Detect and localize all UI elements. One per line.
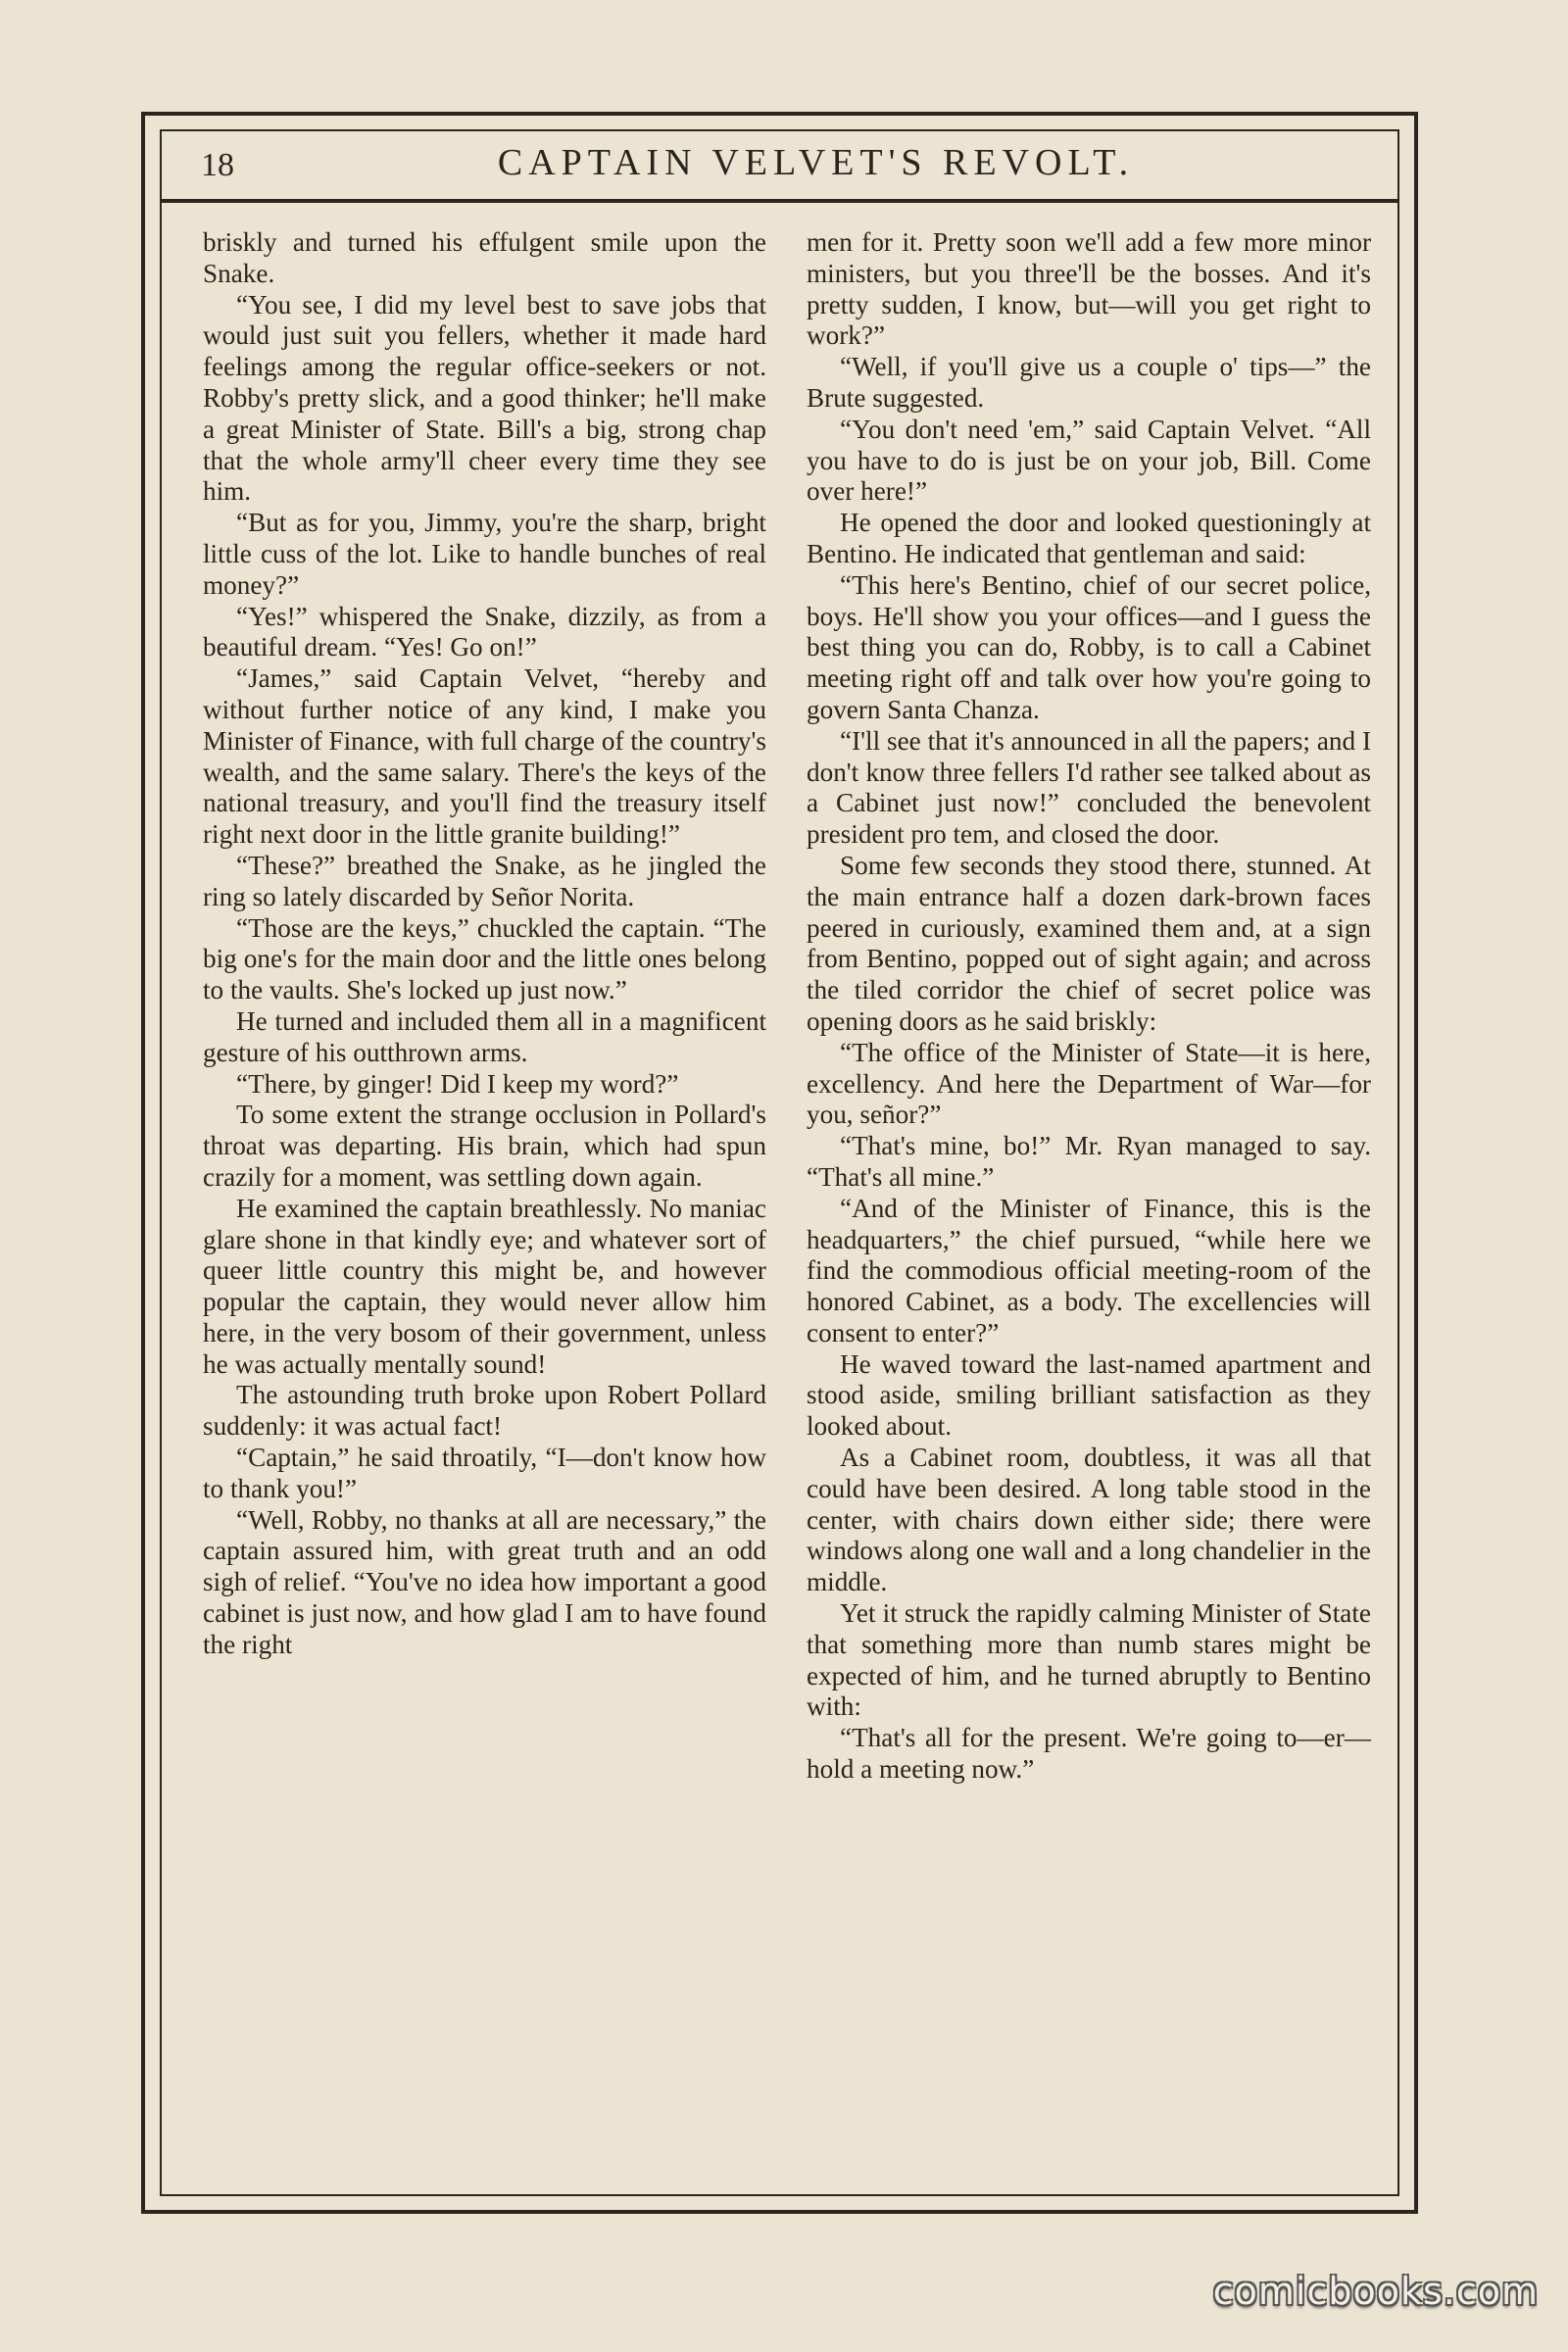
paragraph: He turned and included them all in a magnificent gesture of his outthrown arms. bbox=[203, 1005, 766, 1067]
paragraph: “And of the Minister of Finance, this is the headquarters,” the chief pursued, “while here we find the commodious official meeting-room of the honored Cabinet, as a body. The excellencies will consent to enter?” bbox=[807, 1193, 1371, 1348]
paragraph: “Captain,” he said throatily, “I—don't know how to thank you!” bbox=[203, 1443, 766, 1503]
paragraph: “Well, Robby, no thanks at all are necessary,” the captain assured him, with great truth and an odd sigh of relief. “You've no idea how important a good cabinet is just now, and how glad I am to have found the right bbox=[203, 1504, 766, 1659]
paragraph: He opened the door and looked questioningly at Bentino. He indicated that gentleman and said: bbox=[807, 508, 1371, 568]
paragraph: “This here's Bentino, chief of our secret police, boys. He'll show you your offices—and I guess the best thing you can do, Robby, is to call a Cabinet meeting right off and talk over how you're going to govern Santa Chanza. bbox=[807, 569, 1371, 724]
paragraph: “There, by ginger! Did I keep my word?” bbox=[236, 1068, 679, 1099]
header-rule bbox=[160, 199, 1399, 203]
running-title: CAPTAIN VELVET'S REVOLT. bbox=[497, 142, 1135, 183]
page-header bbox=[201, 137, 1372, 198]
paragraph: “The office of the Minister of State—it is here, excellency. And here the Department of War—for you, señor?” bbox=[807, 1037, 1371, 1130]
paragraph: Some few seconds they stood there, stunned. At the main entrance half a dozen dark-brown faces peered in curiously, examined them and, at a sign from Bentino, popped out of sight again; and across the tiled corridor the chief of secret police was opening doors as he said briskly: bbox=[807, 850, 1371, 1036]
paragraph: “Well, if you'll give us a couple o' tips—” the Brute suggested. bbox=[807, 352, 1371, 413]
paragraph: “That's all for the present. We're going to—er—hold a meeting now.” bbox=[807, 1723, 1371, 1785]
right-column bbox=[807, 227, 1371, 1786]
paragraph: “I'll see that it's announced in all the papers; and I don't know three fellers I'd rather see talked about as a Cabinet just now!” concluded the benevolent president pro tem, and closed the door. bbox=[807, 725, 1371, 850]
paragraph: “James,” said Captain Velvet, “hereby and without further notice of any kind, I make you Minister of Finance, with full charge of the country's wealth, and the same salary. There's the keys of the national treasury, and you'll find the treasury itself right next door in the little granite building!” bbox=[203, 663, 766, 850]
paragraph: Yet it struck the rapidly calming Minister of State that something more than numb stares might be expected of him, and he turned abruptly to Bentino with: bbox=[807, 1598, 1371, 1722]
left-column bbox=[203, 227, 766, 1661]
paragraph: He waved toward the last-named apartment and stood aside, smiling brilliant satisfaction as they looked about. bbox=[807, 1348, 1371, 1442]
paragraph: “But as for you, Jimmy, you're the sharp, bright little cuss of the lot. Like to handle bunches of real money?” bbox=[203, 508, 766, 600]
page-number: 18 bbox=[201, 147, 234, 183]
paragraph: men for it. Pretty soon we'll add a few more minor ministers, but you three'll be the bosses. And it's pretty sudden, I know, but—will you get right to work?” bbox=[807, 227, 1371, 351]
paragraph: briskly and turned his effulgent smile upon the Snake. bbox=[203, 227, 766, 288]
paragraph: As a Cabinet room, doubtless, it was all that could have been desired. A long table stood in the center, with chairs down either side; there were windows along one wall and a long chandelier in the middle. bbox=[807, 1443, 1371, 1597]
paragraph: “That's mine, bo!” Mr. Ryan managed to say. “That's all mine.” bbox=[807, 1131, 1371, 1192]
paragraph: “These?” breathed the Snake, as he jingled the ring so lately discarded by Señor Norita. bbox=[203, 850, 766, 911]
paragraph: To some extent the strange occlusion in Pollard's throat was departing. His brain, which had spun crazily for a moment, was settling down again. bbox=[203, 1100, 766, 1192]
paragraph: The astounding truth broke upon Robert Pollard suddenly: it was actual fact! bbox=[203, 1380, 766, 1442]
paragraph: “Those are the keys,” chuckled the captain. “The big one's for the main door and the little ones belong to the vaults. She's locked up just now.” bbox=[203, 912, 766, 1005]
paragraph: “You don't need 'em,” said Captain Velvet. “All you have to do is just be on your job, Bill. Come over here!” bbox=[807, 414, 1371, 507]
paragraph: “Yes!” whispered the Snake, dizzily, as from a beautiful dream. “Yes! Go on!” bbox=[203, 601, 766, 662]
paragraph: He examined the captain breathlessly. No maniac glare shone in that kindly eye; and whatever sort of queer little country this might be, and however popular the captain, they would never allow him here, in the very bosom of their government, unless he was actually mentally sound! bbox=[203, 1193, 766, 1379]
paragraph: “You see, I did my level best to save jobs that would just suit you fellers, whether it made hard feelings among the regular office-seekers or not. Robby's pretty slick, and a good thinker; he'll make a great Minister of State. Bill's a big, strong chap that the whole army'll cheer every time they see him. bbox=[203, 289, 766, 507]
site-watermark: comicbooks.com bbox=[1212, 2270, 1539, 2313]
